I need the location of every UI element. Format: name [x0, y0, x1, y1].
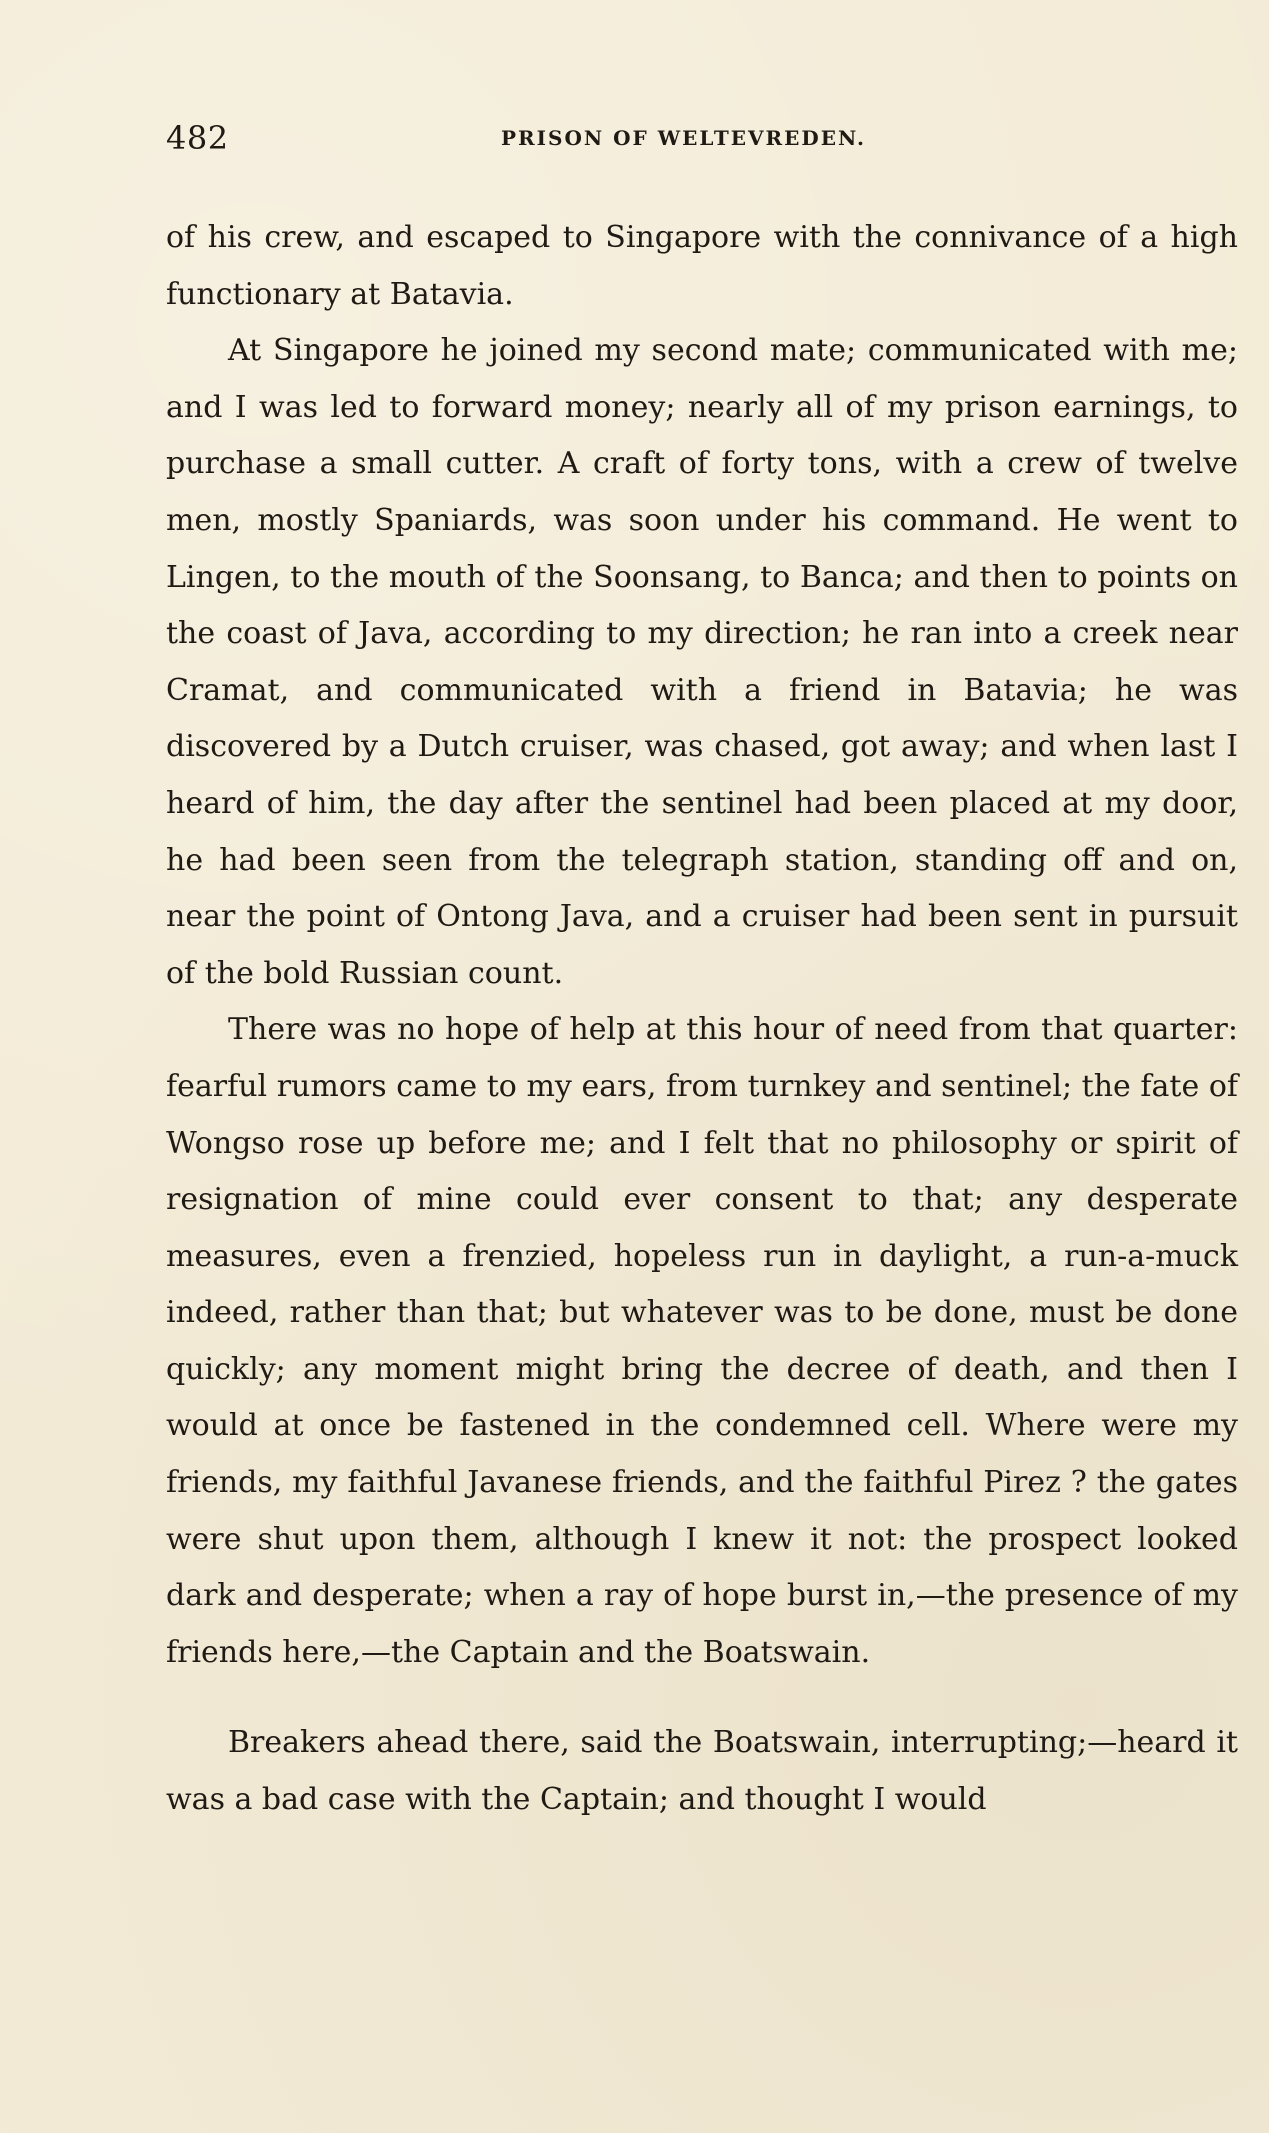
running-head: PRISON OF WELTEVREDEN. [501, 126, 866, 150]
paragraph-2: At Singapore he joined my second mate; communicated with me; and I was led to forward money; nearly all of my prison earnings, to purchase a small cutter. A craft of forty tons, with a crew of twelve men, mostly Spaniards, was soon under his command. He went to Lingen, to the mouth of the Soonsang, to Banca; and then to points on the coast of Java, according to my direction; he ran into a creek near Cramat, and communicated with a friend in Batavia; he was discovered by a Dutch cruiser, was chased, got away; and when last I heard of him, the day after the sentinel had been placed at my door, he had been seen from the telegraph station, standing off and on, near the point of Ontong Java, and a cruiser had been sent in pursuit of the bold Russian count. [166, 333, 1238, 991]
body-text [166, 210, 1238, 1829]
paragraph-gap [166, 1681, 1238, 1715]
page-number: 482 [166, 119, 229, 157]
paragraph-1: of his crew, and escaped to Singapore with the connivance of a high functionary at Batavia. [166, 220, 1238, 312]
paragraph-3: There was no hope of help at this hour of need from that quarter: fearful rumors came to my ears, from turnkey and sentinel; the fate of Wongso rose up before me; and I felt that no philosophy or spirit of resignation of mine could ever consent to that; any desperate measures, even a frenzied, hopeless run in daylight, a run-a-muck indeed, rather than that; but whatever was to be done, must be done quickly; any moment might bring the decree of death, and then I would at once be fastened in the condemned cell. Where were my friends, my faithful Javanese friends, and the faithful Pirez ? the gates were shut upon them, although I knew it not: the prospect looked dark and desperate; when a ray of hope burst in,—the presence of my friends here,—the Captain and the Boatswain. [166, 1012, 1238, 1670]
page-header [166, 118, 1238, 158]
paragraph-4: Breakers ahead there, said the Boatswain, interrupting;—heard it was a bad case with the Captain; and thought I would [166, 1725, 1238, 1818]
